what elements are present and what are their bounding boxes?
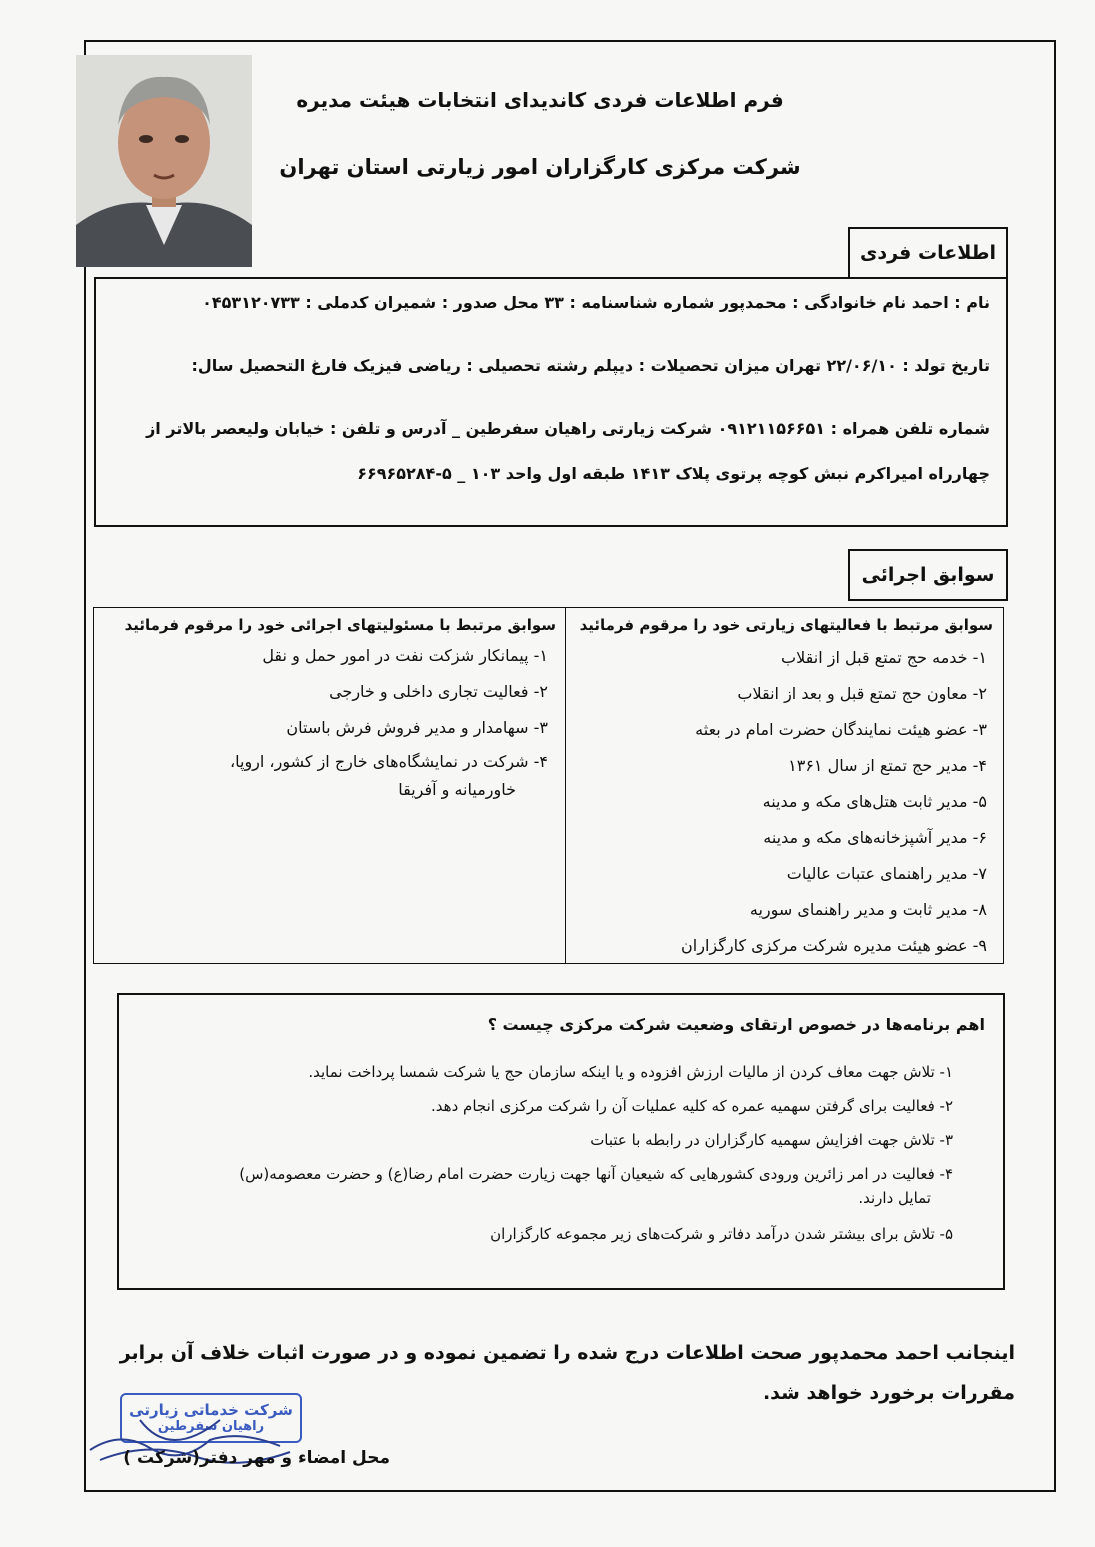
plans-box — [117, 993, 1005, 1290]
plans-question: اهم برنامه‌ها در خصوص ارتقای وضعیت شرکت مرکزی چیست ؟ — [487, 1015, 985, 1034]
executive-header: سوابق مرتبط با مسئولیتهای اجرائی خود را مرقوم فرمائید — [124, 616, 556, 634]
personal-line-address: چهارراه امیراکرم نبش کوچه پرتوی پلاک ۱۴۱۳ طبقه اول واحد ۱۰۳ _ ۵-۶۶۹۶۵۲۸۴ — [357, 464, 990, 483]
list-item: ۴- مدیر حج تمتع از سال ۱۳۶۱ — [788, 756, 987, 775]
list-item: ۵- مدیر ثابت هتل‌های مکه و مدینه — [762, 792, 987, 811]
list-item: ۷- مدیر راهنمای عتبات عالیات — [786, 864, 987, 883]
signature-scribble — [80, 1400, 310, 1480]
list-item: ۴- فعالیت در امر زائرین ورودی کشورهایی که شیعیان آنها جهت زیارت حضرت امام رضا(ع) و حضرت معصومه(س) — [239, 1165, 953, 1183]
personal-info-box — [94, 277, 1008, 527]
list-item: ۳- عضو هیئت نمایندگان حضرت امام در بعثه — [695, 720, 987, 739]
signature-label: محل امضاء و مهر دفتر(شرکت ) — [123, 1448, 390, 1468]
list-item: ۸- مدیر ثابت و مدیر راهنمای سوریه — [749, 900, 987, 919]
company-title: شرکت مرکزی کارگزاران امور زیارتی استان تهران — [279, 155, 801, 179]
personal-line-contact: شماره تلفن همراه : ۰۹۱۲۱۱۵۶۶۵۱ شرکت زیارتی راهیان سفرطین _ آدرس و تلفن : خیابان ولیعصر بالاتر از — [146, 419, 990, 438]
list-item-continuation: تمایل دارند. — [858, 1189, 931, 1207]
executive-column — [94, 608, 566, 963]
list-item: ۴- شرکت در نمایشگاه‌های خارج از کشور، اروپا، — [229, 752, 548, 771]
declaration-line-2: مقررات برخورد خواهد شد. — [762, 1382, 1015, 1404]
list-item-continuation: خاورمیانه و آفریقا — [398, 780, 516, 799]
list-item: ۶- مدیر آشپزخانه‌های مکه و مدینه — [763, 828, 987, 847]
list-item: ۵- تلاش برای بیشتر شدن درآمد دفاتر و شرکت‌های زیر مجموعه کارگزاران — [490, 1225, 953, 1243]
list-item: ۱- تلاش جهت معاف کردن از مالیات ارزش افزوده و یا اینکه سازمان حج یا شرکت شمسا پرداخت نماید. — [308, 1063, 953, 1081]
pilgrimage-column — [565, 608, 1003, 963]
executive-table — [93, 607, 1004, 964]
stamp-line-2: راهیان سفرطین — [157, 1419, 265, 1434]
personal-line-birth: تاریخ تولد : ۲۲/۰۶/۱۰ تهران میزان تحصیلات : دیپلم رشته تحصیلی : ریاضی فیزیک فارغ التحصیل سال: — [191, 356, 990, 375]
personal-line-name: نام : احمد نام خانوادگی : محمدپور شماره شناسنامه : ۳۳ محل صدور : شمیران کدملی : ۰۴۵۳۱۲۰۷۳۳ — [202, 293, 990, 312]
pilgrimage-header: سوابق مرتبط با فعالیتهای زیارتی خود را مرقوم فرمائید — [579, 616, 993, 634]
list-item: ۹- عضو هیئت مدیره شرکت مرکزی کارگزاران — [681, 936, 987, 955]
declaration-line-1: اینجانب احمد محمدپور صحت اطلاعات درج شده را تضمین نموده و در صورت اثبات خلاف آن برابر — [119, 1342, 1015, 1364]
executive-heading: سوابق اجرائی — [848, 549, 1008, 601]
list-item: ۳- تلاش جهت افزایش سهمیه کارگزاران در رابطه با عتبات — [590, 1131, 953, 1149]
list-item: ۲- فعالیت تجاری داخلی و خارجی — [329, 682, 548, 701]
list-item: ۱- پیمانکار شزکت نفت در امور حمل و نقل — [262, 646, 548, 665]
stamp-line-1: شرکت خدماتی زیارتی — [129, 1401, 293, 1419]
list-item: ۳- سهامدار و مدیر فروش فرش باستان — [286, 718, 548, 737]
form-title: فرم اطلاعات فردی کاندیدای انتخابات هیئت مدیره — [296, 88, 784, 112]
personal-info-heading: اطلاعات فردی — [848, 227, 1008, 279]
candidate-photo — [76, 55, 252, 267]
list-item: ۲- معاون حج تمتع قبل و بعد از انقلاب — [737, 684, 987, 703]
list-item: ۲- فعالیت برای گرفتن سهمیه عمره که کلیه عملیات آن را شرکت مرکزی انجام دهد. — [431, 1097, 953, 1115]
list-item: ۱- خدمه حج تمتع قبل از انقلاب — [781, 648, 987, 667]
